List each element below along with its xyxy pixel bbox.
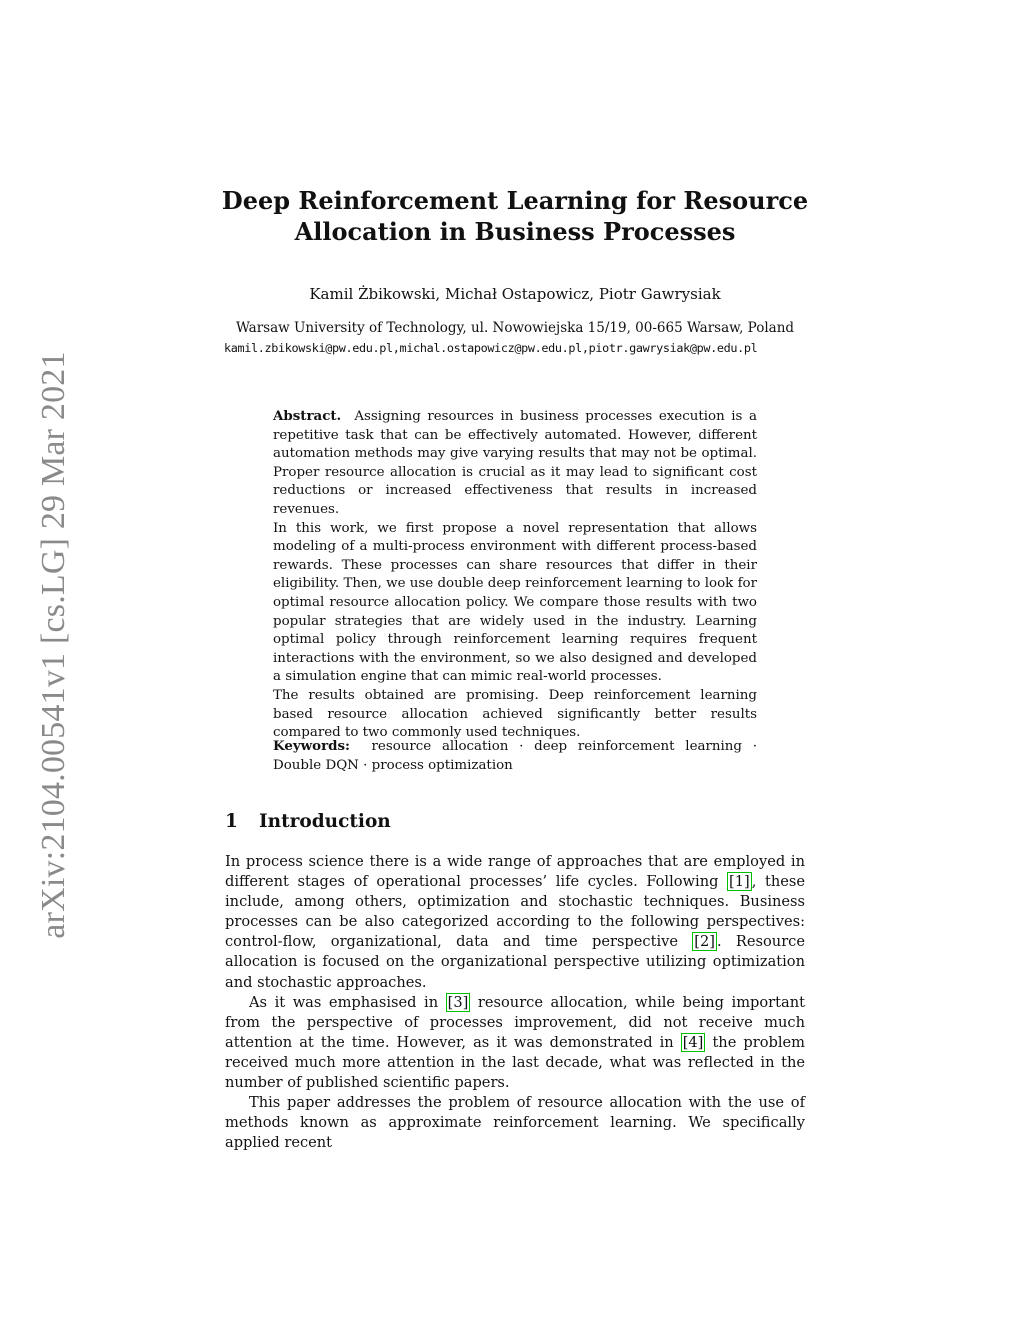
author-emails: kamil.zbikowski@pw.edu.pl,michal.ostapowicz@pw.edu.pl,piotr.gawrysiak@pw.edu.pl	[224, 341, 758, 355]
intro-paragraph-1	[225, 852, 805, 993]
citation-link-4[interactable]: [4]	[682, 1033, 704, 1051]
section-heading-introduction	[225, 810, 391, 834]
citation-link-2[interactable]: [2]	[694, 933, 715, 951]
paper-title-line-2: Allocation in Business Processes	[294, 217, 736, 246]
citation-link-1[interactable]: [1]	[729, 873, 750, 891]
paper-title	[200, 185, 830, 247]
author-affiliation: Warsaw University of Technology, ul. Nowowiejska 15/19, 00-665 Warsaw, Poland	[235, 320, 795, 336]
intro-paragraph-3: This paper addresses the problem of resource allocation with the use of methods known as approximate reinforcement learning. We specifically applied recent	[225, 1094, 805, 1152]
section-title: Introduction	[259, 811, 391, 832]
paper-title-line-1: Deep Reinforcement Learning for Resource	[221, 186, 809, 215]
intro-text: resource allocation, while being important from the perspective of processes improvement, did not receive much attention at the time. However, as it was demonstrated in	[225, 993, 805, 1051]
section-number: 1	[225, 811, 238, 832]
introduction-body	[225, 852, 805, 1153]
author-list: Kamil Żbikowski, Michał Ostapowicz, Piotr Gawrysiak	[309, 285, 721, 303]
abstract-label: Abstract.	[273, 408, 342, 424]
intro-paragraph-2	[225, 993, 805, 1093]
intro-text: . Resource allocation is focused on the organizational perspective utilizing optimization and stochastic approaches.	[225, 933, 805, 991]
arxiv-identifier-stamp: arXiv:2104.00541v1 [cs.LG] 29 Mar 2021	[35, 351, 72, 939]
keywords-text: resource allocation · deep reinforcement learning · Double DQN · process optimization	[273, 739, 757, 773]
intro-text: In process science there is a wide range of approaches that are employed in different stages of operational processes’ life cycles. Following	[225, 853, 805, 891]
intro-text: As it was emphasised in	[249, 993, 446, 1011]
keywords	[273, 737, 757, 775]
abstract-paragraph-3: The results obtained are promising. Deep reinforcement learning based resource allocation achieved significantly better results compared to two commonly used techniques.	[273, 687, 757, 741]
intro-text: the problem received much more attention in the last decade, what was reflected in the number of published scientific papers.	[225, 1033, 805, 1092]
keywords-label: Keywords:	[273, 738, 351, 754]
abstract-paragraph-2: In this work, we first propose a novel representation that allows modeling of a multi-process environment with different process-based rewards. These processes can share resources that differ in their eligibility. Then, we use double deep reinforcement learning to look for optimal resource allocation policy. We compare those results with two popular strategies that are widely used in the industry. Learning optimal policy through reinforcement learning requires frequent interactions with the environment, so we also designed and developed a simulation engine that can mimic real-world processes.	[273, 520, 757, 685]
citation-link-3[interactable]: [3]	[447, 993, 469, 1011]
abstract-paragraph-1	[273, 407, 757, 520]
abstract	[273, 407, 757, 743]
abstract-text-1: Assigning resources in business processes execution is a repetitive task that can be effectively automated. However, different automation methods may give varying results that may not be optimal. Proper resource allocation is crucial as it may lead to significant cost reductions or increased effectiveness that results in increased revenues.	[273, 409, 757, 517]
intro-text: , these include, among others, optimization and stochastic techniques. Business processes can be also categorized according to the following perspectives: control-flow, organizational, data and time perspective	[225, 873, 805, 951]
